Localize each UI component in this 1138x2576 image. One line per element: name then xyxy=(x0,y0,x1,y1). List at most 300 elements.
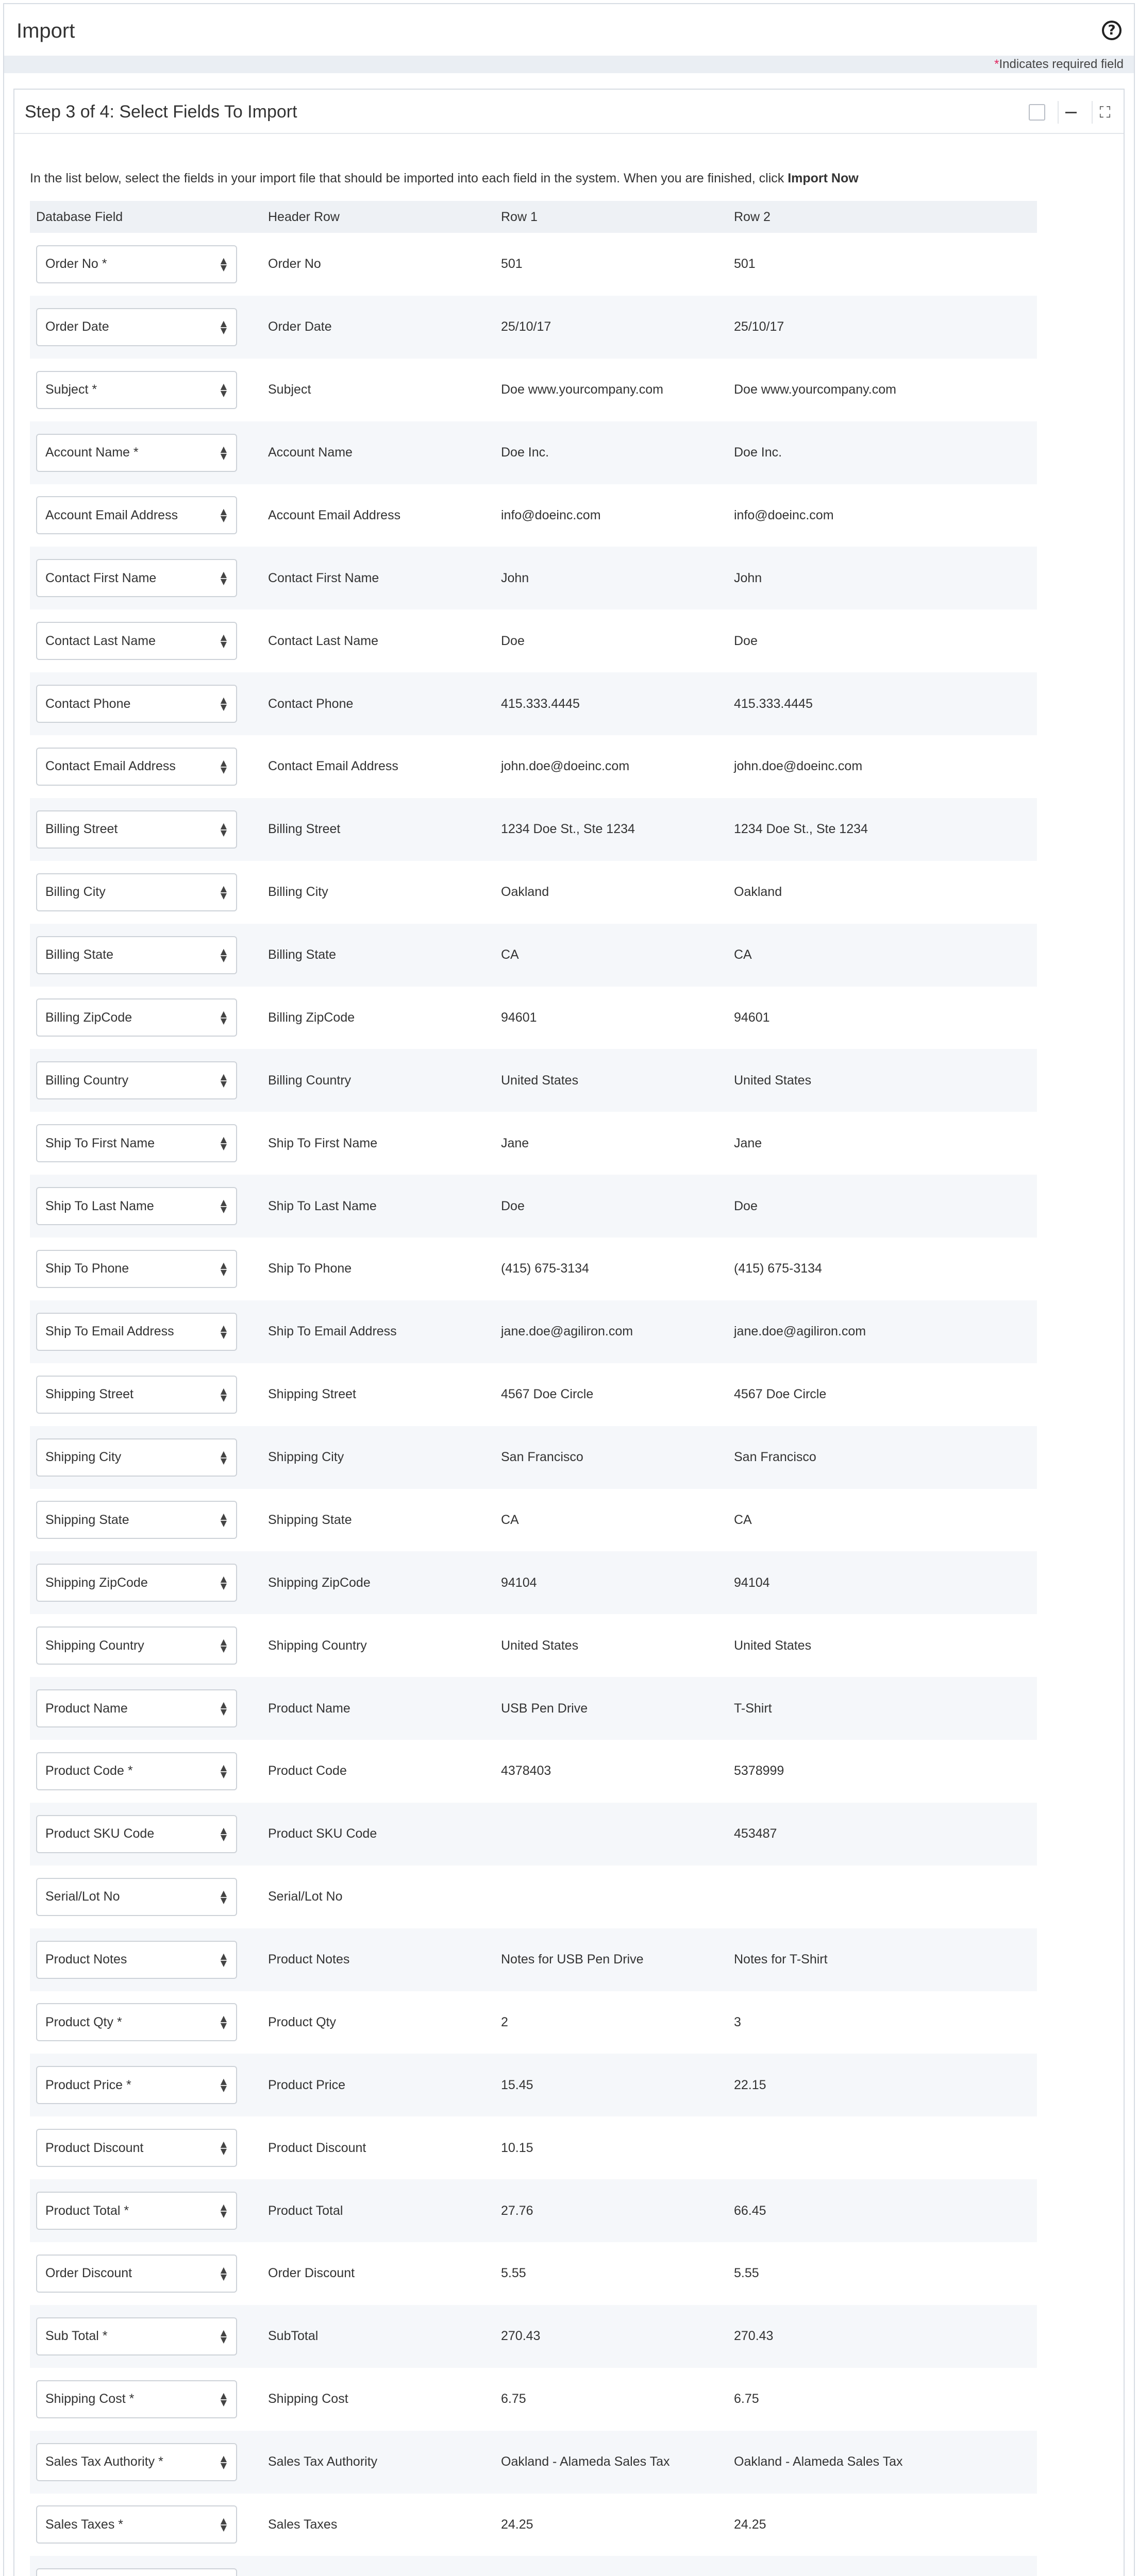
database-field-select[interactable] xyxy=(36,1752,237,1790)
database-field-select[interactable] xyxy=(36,371,237,409)
row-1-cell: 94601 xyxy=(501,1010,537,1025)
row-2-cell: 66.45 xyxy=(728,2179,1037,2242)
table-row xyxy=(30,1803,1037,1866)
row-2-cell: jane.doe@agiliron.com xyxy=(728,1300,1037,1363)
select-arrows-icon: ▲ ▼ xyxy=(220,2202,227,2219)
select-arrows-icon: ▲ ▼ xyxy=(220,1574,227,1591)
select-value: Sales Taxes * xyxy=(45,2517,124,2532)
row-2-cell: Jane xyxy=(734,1136,762,1150)
database-field-select[interactable] xyxy=(36,1626,237,1665)
row-2-cell xyxy=(728,1866,1037,1928)
expand-icon[interactable]: ⛶ xyxy=(1099,103,1111,122)
select-arrows-icon: ▲ ▼ xyxy=(220,757,227,775)
select-arrows-icon: ▲ ▼ xyxy=(220,2139,227,2157)
header-row-cell: Ship To First Name xyxy=(268,1136,378,1150)
select-arrows-icon: ▲ ▼ xyxy=(220,1323,227,1340)
header-row-cell: Contact Last Name xyxy=(268,633,378,648)
row-2-cell: Oakland xyxy=(734,885,782,900)
control-divider xyxy=(1092,101,1093,124)
row-2-cell: 25/10/17 xyxy=(728,296,1037,359)
minimize-icon[interactable] xyxy=(1060,101,1082,124)
select-value: Billing ZipCode xyxy=(45,1010,132,1025)
database-field-select[interactable] xyxy=(36,2380,237,2418)
table-row xyxy=(30,2556,1037,2576)
select-value: Account Name * xyxy=(45,445,139,460)
control-divider xyxy=(1058,101,1059,124)
required-note xyxy=(4,56,1134,73)
database-field-cell xyxy=(30,1803,262,1866)
database-field-select[interactable] xyxy=(36,434,237,472)
header-row-cell: Ship To Email Address xyxy=(262,1300,495,1363)
row-1-cell: john.doe@doeinc.com xyxy=(501,759,630,774)
row-2-cell: John xyxy=(728,547,1037,609)
select-value: Contact Phone xyxy=(45,696,131,711)
header-row-cell: Contact Email Address xyxy=(268,759,398,774)
table-row xyxy=(30,1866,1037,1928)
database-field-select[interactable] xyxy=(36,1376,237,1414)
database-field-cell xyxy=(30,1614,262,1677)
table-row xyxy=(30,672,1037,735)
database-field-select[interactable] xyxy=(36,2129,237,2167)
select-arrows-icon: ▲ ▼ xyxy=(220,1700,227,1717)
select-value: Ship To Phone xyxy=(45,1261,129,1276)
row-1-cell: info@doeinc.com xyxy=(501,507,601,522)
select-value: Billing Country xyxy=(45,1073,129,1088)
select-arrows-icon: ▲ ▼ xyxy=(220,2516,227,2533)
row-1-cell: 25/10/17 xyxy=(495,296,728,359)
select-arrows-icon: ▲ ▼ xyxy=(220,1825,227,1842)
top-header xyxy=(4,4,1134,56)
table-row xyxy=(30,1614,1037,1677)
select-arrows-icon: ▲ ▼ xyxy=(220,1197,227,1215)
row-1-cell xyxy=(495,2556,728,2576)
row-2-cell: 501 xyxy=(734,257,756,272)
required-star: * xyxy=(994,57,999,71)
row-2-cell: San Francisco xyxy=(728,1426,1037,1489)
select-value: Product Name xyxy=(45,1701,128,1716)
database-field-select[interactable] xyxy=(36,998,237,1037)
select-value: Contact Last Name xyxy=(45,633,156,648)
database-field-cell xyxy=(30,1300,262,1363)
select-arrows-icon: ▲ ▼ xyxy=(220,569,227,587)
select-value: Contact Email Address xyxy=(45,759,176,774)
select-arrows-icon: ▲ ▼ xyxy=(220,444,227,461)
table-row xyxy=(30,987,1037,1049)
panel-header xyxy=(14,90,1124,134)
table-row xyxy=(30,1175,1037,1238)
database-field-select[interactable] xyxy=(36,2568,237,2576)
database-field-cell xyxy=(30,861,262,924)
table-row xyxy=(30,1991,1037,2054)
select-value: Product Price * xyxy=(45,2077,131,2092)
database-field-select[interactable] xyxy=(36,496,237,534)
select-value: Ship To First Name xyxy=(45,1136,155,1150)
header-row-cell: Billing Country xyxy=(262,1049,495,1112)
select-arrows-icon: ▲ ▼ xyxy=(220,2390,227,2408)
row-2-cell: john.doe@doeinc.com xyxy=(734,759,863,774)
select-arrows-icon: ▲ ▼ xyxy=(220,1072,227,1089)
database-field-select[interactable] xyxy=(36,2066,237,2104)
table-row xyxy=(30,924,1037,987)
database-field-cell xyxy=(30,1677,262,1740)
row-1-cell: jane.doe@agiliron.com xyxy=(495,1300,728,1363)
header-row-cell: Shipping City xyxy=(262,1426,495,1489)
select-value: Billing City xyxy=(45,885,106,900)
database-field-select[interactable] xyxy=(36,308,237,346)
table-row xyxy=(30,296,1037,359)
column-header-database-field: Database Field xyxy=(30,201,262,233)
database-field-cell xyxy=(30,798,262,861)
select-value: Product Notes xyxy=(45,1952,127,1967)
select-value: Billing State xyxy=(45,947,114,962)
database-field-select[interactable] xyxy=(36,873,237,911)
row-1-cell: 5.55 xyxy=(501,2266,526,2281)
database-field-select[interactable] xyxy=(36,1438,237,1477)
database-field-cell xyxy=(30,2494,262,2556)
row-1-cell: Oakland xyxy=(501,885,549,900)
select-arrows-icon: ▲ ▼ xyxy=(220,1637,227,1654)
header-row-cell: Order Discount xyxy=(268,2266,355,2281)
database-field-select[interactable] xyxy=(36,748,237,786)
row-1-cell: 2 xyxy=(501,2014,508,2029)
select-arrows-icon: ▲ ▼ xyxy=(220,946,227,963)
select-arrows-icon: ▲ ▼ xyxy=(220,1009,227,1026)
database-field-cell xyxy=(30,296,262,359)
database-field-select[interactable] xyxy=(36,1313,237,1351)
table-header-row xyxy=(30,201,1037,233)
select-value: Account Email Address xyxy=(45,507,178,522)
header-row-cell: Sales Tax Authority xyxy=(262,2431,495,2494)
row-1-cell: CA xyxy=(495,924,728,987)
table-row xyxy=(30,1049,1037,1112)
header-row-cell: Order Date xyxy=(262,296,495,359)
database-field-select[interactable] xyxy=(36,1124,237,1162)
select-value: Product Discount xyxy=(45,2140,144,2155)
header-row-cell: Subject xyxy=(268,382,311,397)
row-2-cell: Doe xyxy=(728,1175,1037,1238)
header-row-cell: Product Total xyxy=(262,2179,495,2242)
database-field-cell xyxy=(30,1991,262,2054)
table-row xyxy=(30,1677,1037,1740)
row-1-cell: 501 xyxy=(501,257,523,272)
row-2-cell: 24.25 xyxy=(734,2517,766,2532)
select-arrows-icon: ▲ ▼ xyxy=(220,1448,227,1466)
header-row-cell: Product Code xyxy=(268,1764,347,1778)
database-field-select[interactable] xyxy=(36,936,237,974)
square-icon[interactable] xyxy=(1026,101,1048,124)
header-row-cell: Order No xyxy=(268,257,321,272)
select-arrows-icon: ▲ ▼ xyxy=(220,1134,227,1152)
select-arrows-icon: ▲ ▼ xyxy=(220,2264,227,2282)
row-1-cell: 6.75 xyxy=(501,2392,526,2406)
database-field-cell xyxy=(30,1928,262,1991)
row-2-cell: 22.15 xyxy=(728,2054,1037,2116)
database-field-select[interactable] xyxy=(36,1061,237,1099)
database-field-cell xyxy=(30,1049,262,1112)
select-value: Ship To Email Address xyxy=(45,1324,174,1339)
database-field-select[interactable] xyxy=(36,559,237,597)
table-row xyxy=(30,484,1037,547)
row-2-cell: Oakland - Alameda Sales Tax xyxy=(728,2431,1037,2494)
select-arrows-icon: ▲ ▼ xyxy=(220,820,227,838)
header-row-cell: Billing State xyxy=(262,924,495,987)
table-body xyxy=(30,233,1037,2576)
header-row-cell: Contact Phone xyxy=(262,672,495,735)
instructions-bold: Import Now xyxy=(788,171,859,185)
table-row xyxy=(30,421,1037,484)
table-row xyxy=(30,1300,1037,1363)
row-1-cell: 4378403 xyxy=(501,1764,551,1778)
table-row xyxy=(30,1112,1037,1175)
select-value: Ship To Last Name xyxy=(45,1198,154,1213)
select-value: Sub Total * xyxy=(45,2329,108,2344)
row-2-cell: 415.333.4445 xyxy=(728,672,1037,735)
page-title: Import xyxy=(16,20,75,42)
database-field-cell xyxy=(30,1489,262,1552)
row-1-cell: John xyxy=(495,547,728,609)
header-row-cell xyxy=(262,2556,495,2576)
database-field-select[interactable] xyxy=(36,1941,237,1979)
header-row-cell: Product Price xyxy=(262,2054,495,2116)
row-2-cell: 1234 Doe St., Ste 1234 xyxy=(728,798,1037,861)
row-1-cell: San Francisco xyxy=(495,1426,728,1489)
row-1-cell: 4567 Doe Circle xyxy=(501,1387,594,1402)
select-value: Shipping Cost * xyxy=(45,2392,135,2406)
row-2-cell: 453487 xyxy=(728,1803,1037,1866)
table-row xyxy=(30,2116,1037,2179)
select-value: Product Qty * xyxy=(45,2014,122,2029)
select-value: Product Code * xyxy=(45,1764,133,1778)
header-row-cell: Product Name xyxy=(262,1677,495,1740)
select-value: Shipping Street xyxy=(45,1387,133,1402)
panel-title: Step 3 of 4: Select Fields To Import xyxy=(25,102,297,122)
select-value: Product SKU Code xyxy=(45,1826,155,1841)
select-value: Shipping City xyxy=(45,1450,122,1465)
row-2-cell: Doe xyxy=(734,633,758,648)
header-row-cell: Shipping ZipCode xyxy=(262,1551,495,1614)
database-field-cell xyxy=(30,2242,262,2305)
table-row xyxy=(30,1426,1037,1489)
row-1-cell: Doe www.yourcompany.com xyxy=(501,382,663,397)
row-2-cell: 94104 xyxy=(728,1551,1037,1614)
database-field-cell xyxy=(30,2305,262,2368)
required-note-text: Indicates required field xyxy=(999,57,1124,71)
row-1-cell: CA xyxy=(501,1512,519,1527)
instructions xyxy=(30,171,1112,186)
row-1-cell: United States xyxy=(501,1638,579,1653)
row-1-cell: 24.25 xyxy=(501,2517,533,2532)
database-field-select[interactable] xyxy=(36,1501,237,1539)
row-2-cell: T-Shirt xyxy=(728,1677,1037,1740)
header-row-cell: Shipping Country xyxy=(268,1638,367,1653)
database-field-select[interactable] xyxy=(36,622,237,660)
select-value: Order Discount xyxy=(45,2266,132,2281)
row-1-cell: 270.43 xyxy=(495,2305,728,2368)
row-1-cell: Notes for USB Pen Drive xyxy=(495,1928,728,1991)
select-arrows-icon: ▲ ▼ xyxy=(220,2327,227,2345)
database-field-cell xyxy=(30,924,262,987)
header-row-cell: Product Qty xyxy=(268,2014,336,2029)
database-field-select[interactable] xyxy=(36,2255,237,2293)
database-field-select[interactable] xyxy=(36,2317,237,2355)
database-field-cell xyxy=(30,2368,262,2431)
table-row xyxy=(30,798,1037,861)
database-field-select[interactable] xyxy=(36,810,237,849)
database-field-cell xyxy=(30,1112,262,1175)
fields-table xyxy=(30,201,1037,2576)
database-field-select[interactable] xyxy=(36,245,237,283)
table-row xyxy=(30,1928,1037,1991)
table-row xyxy=(30,2179,1037,2242)
database-field-cell xyxy=(30,987,262,1049)
database-field-cell xyxy=(30,2054,262,2116)
column-header-row-2: Row 2 xyxy=(728,201,1037,233)
header-row-cell: Account Name xyxy=(262,421,495,484)
row-1-cell: Oakland - Alameda Sales Tax xyxy=(495,2431,728,2494)
database-field-cell xyxy=(30,2556,262,2576)
database-field-cell xyxy=(30,547,262,609)
database-field-select[interactable] xyxy=(36,2003,237,2041)
header-row-cell: Billing Street xyxy=(262,798,495,861)
database-field-select[interactable] xyxy=(36,1878,237,1916)
select-arrows-icon: ▲ ▼ xyxy=(220,506,227,524)
select-arrows-icon: ▲ ▼ xyxy=(220,695,227,713)
row-1-cell: 94104 xyxy=(495,1551,728,1614)
row-2-cell: info@doeinc.com xyxy=(734,507,834,522)
row-2-cell: Notes for T-Shirt xyxy=(728,1928,1037,1991)
database-field-cell xyxy=(30,1363,262,1426)
row-1-cell xyxy=(495,1866,728,1928)
database-field-select[interactable] xyxy=(36,1815,237,1853)
select-value: Order No * xyxy=(45,257,107,272)
database-field-cell xyxy=(30,233,262,296)
select-arrows-icon: ▲ ▼ xyxy=(220,2453,227,2470)
select-arrows-icon: ▲ ▼ xyxy=(220,1385,227,1403)
database-field-select[interactable] xyxy=(36,685,237,723)
question-circle-icon[interactable]: ? xyxy=(1102,21,1122,40)
database-field-cell xyxy=(30,672,262,735)
select-value: Sales Tax Authority * xyxy=(45,2454,163,2469)
table-row xyxy=(30,2368,1037,2431)
select-value: Shipping Country xyxy=(45,1638,144,1653)
header-row-cell: Account Email Address xyxy=(268,507,401,522)
select-value: Billing Street xyxy=(45,822,118,837)
select-value: Contact First Name xyxy=(45,570,157,585)
row-1-cell: United States xyxy=(495,1049,728,1112)
database-field-select[interactable] xyxy=(36,2192,237,2230)
database-field-select[interactable] xyxy=(36,1564,237,1602)
select-arrows-icon: ▲ ▼ xyxy=(220,1260,227,1277)
row-2-cell xyxy=(728,2116,1037,2179)
database-field-cell xyxy=(30,1866,262,1928)
header-row-cell: Ship To Phone xyxy=(268,1261,352,1276)
select-arrows-icon: ▲ ▼ xyxy=(220,2013,227,2031)
table-row xyxy=(30,2054,1037,2116)
select-arrows-icon: ▲ ▼ xyxy=(220,1762,227,1780)
instructions-text: In the list below, select the fields in your import file that should be imported into each field in the system. When you are finished, click xyxy=(30,171,788,185)
select-arrows-icon: ▲ ▼ xyxy=(220,883,227,901)
column-header-row-1: Row 1 xyxy=(495,201,728,233)
database-field-cell xyxy=(30,1238,262,1300)
table-row xyxy=(30,1551,1037,1614)
database-field-select[interactable] xyxy=(36,1689,237,1727)
header-row-cell: Product Discount xyxy=(268,2140,366,2155)
select-arrows-icon: ▲ ▼ xyxy=(220,1951,227,1968)
database-field-select[interactable] xyxy=(36,1250,237,1288)
database-field-select[interactable] xyxy=(36,2505,237,2544)
table-row xyxy=(30,2242,1037,2305)
select-arrows-icon: ▲ ▼ xyxy=(220,1888,227,1905)
table-row xyxy=(30,1489,1037,1552)
table-row xyxy=(30,861,1037,924)
database-field-select[interactable] xyxy=(36,1187,237,1225)
table-row xyxy=(30,233,1037,296)
select-arrows-icon: ▲ ▼ xyxy=(220,255,227,273)
header-row-cell: Product Notes xyxy=(262,1928,495,1991)
row-1-cell: USB Pen Drive xyxy=(495,1677,728,1740)
row-2-cell: CA xyxy=(728,924,1037,987)
row-2-cell: 94601 xyxy=(734,1010,770,1025)
header-row-cell: Shipping State xyxy=(268,1512,352,1527)
row-2-cell: United States xyxy=(734,1638,812,1653)
database-field-cell xyxy=(30,484,262,547)
database-field-select[interactable] xyxy=(36,2443,237,2481)
row-2-cell: 270.43 xyxy=(728,2305,1037,2368)
row-2-cell: Doe www.yourcompany.com xyxy=(734,382,896,397)
row-1-cell: 10.15 xyxy=(501,2140,533,2155)
table-row xyxy=(30,547,1037,609)
database-field-cell xyxy=(30,1740,262,1803)
row-2-cell xyxy=(728,2556,1037,2576)
header-row-cell: Product SKU Code xyxy=(262,1803,495,1866)
row-2-cell: 4567 Doe Circle xyxy=(734,1387,827,1402)
select-arrows-icon: ▲ ▼ xyxy=(220,2076,227,2094)
database-field-cell xyxy=(30,1426,262,1489)
database-field-cell xyxy=(30,2179,262,2242)
select-value: Order Date xyxy=(45,319,109,334)
row-2-cell: United States xyxy=(728,1049,1037,1112)
select-arrows-icon: ▲ ▼ xyxy=(220,318,227,335)
select-value: Shipping State xyxy=(45,1512,129,1527)
select-arrows-icon: ▲ ▼ xyxy=(220,381,227,398)
table-row xyxy=(30,1740,1037,1803)
header-row-cell: Shipping Street xyxy=(268,1387,356,1402)
row-1-cell: 15.45 xyxy=(495,2054,728,2116)
row-2-cell: Doe Inc. xyxy=(728,421,1037,484)
row-2-cell: 3 xyxy=(734,2014,741,2029)
header-row-cell: Sales Taxes xyxy=(268,2517,338,2532)
row-2-cell: 5.55 xyxy=(734,2266,759,2281)
row-1-cell: (415) 675-3134 xyxy=(501,1261,589,1276)
table-row xyxy=(30,359,1037,421)
row-2-cell: (415) 675-3134 xyxy=(734,1261,822,1276)
row-1-cell: Doe xyxy=(495,1175,728,1238)
header-row-cell: Contact First Name xyxy=(262,547,495,609)
select-arrows-icon: ▲ ▼ xyxy=(220,632,227,650)
select-value: Shipping ZipCode xyxy=(45,1575,148,1590)
table-row xyxy=(30,735,1037,798)
select-value: Product Total * xyxy=(45,2203,129,2218)
import-panel xyxy=(13,89,1125,2576)
row-2-cell: 6.75 xyxy=(734,2392,759,2406)
row-1-cell: Doe Inc. xyxy=(495,421,728,484)
row-2-cell: CA xyxy=(734,1512,752,1527)
table-row xyxy=(30,1238,1037,1300)
table-row xyxy=(30,2305,1037,2368)
row-1-cell: Jane xyxy=(501,1136,529,1150)
database-field-cell xyxy=(30,2431,262,2494)
header-row-cell: Billing ZipCode xyxy=(268,1010,355,1025)
